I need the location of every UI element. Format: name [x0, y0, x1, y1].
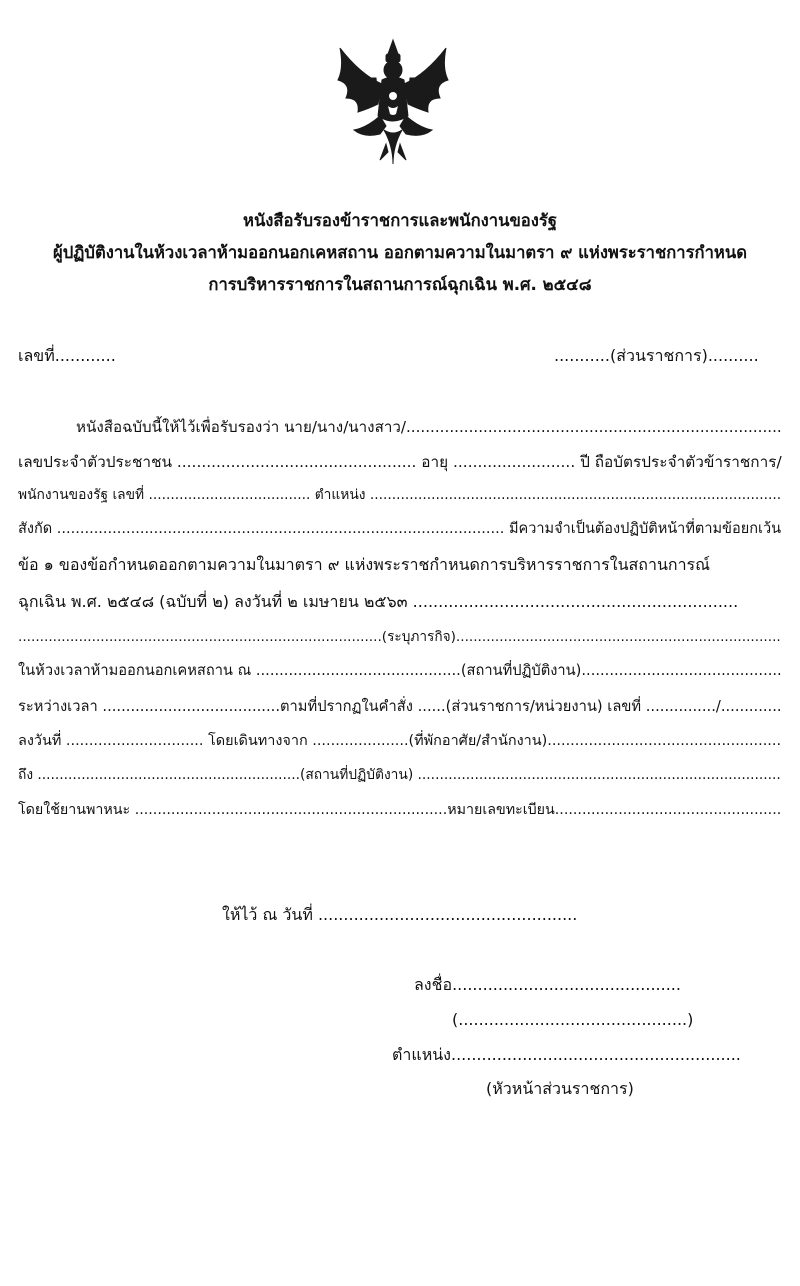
- body-line-3: พนักงานของรัฐ เลขที่ ..................................... ตำแหน่ง ..............................................................................................: [18, 487, 782, 503]
- body-line-9: ระหว่างเวลา ......................................ตามที่ปรากฏในคำสั่ง ......(ส่วนราชการ/หน่วยงาน) เลขที่ .............../.............: [18, 698, 782, 715]
- body-line-10: ลงวันที่ .............................. โดยเดินทางจาก .....................(ที่พักอาศัย/สำนักงาน)...................................................: [18, 733, 782, 749]
- body-line-4: สังกัด ................................................................................................. มีความจำเป็นต้องปฏิบัติหน้าที่ตามข้อยกเว้น: [18, 521, 782, 537]
- garuda-emblem-icon: [330, 34, 456, 170]
- body-line-2: เลขประจำตัวประชาชน ................................................. อายุ ......................... ปี ถือบัตรประจำตัวข้าราชการ/: [18, 453, 782, 471]
- body-line-1: หนังสือฉบับนี้ให้ไว้เพื่อรับรองว่า นาย/นาง/นางสาว/..............................................................................: [76, 418, 782, 436]
- body-line-11: ถึง ............................................................(สถานที่ปฏิบัติงาน) ...................................................................................: [18, 767, 781, 783]
- issue-date-line: ให้ไว้ ณ วันที่ ...................................................: [222, 905, 578, 924]
- position-line: ตำแหน่ง.........................................................: [392, 1045, 741, 1064]
- body-line-12: โดยใช้ยานพาหนะ .....................................................................หมายเลขทะเบียน..................................................: [18, 802, 782, 818]
- body-line-8: ในห้วงเวลาห้ามออกนอกเคหสถาน ณ ............................................(สถานที่ปฏิบัติงาน)...........................................: [18, 662, 782, 679]
- reference-number: เลขที่............: [18, 346, 116, 365]
- body-line-7: ....................................................................................(ระบุภารกิจ)...........................................................................: [18, 629, 781, 645]
- document-title: หนังสือรับรองข้าราชการและพนักงานของรัฐ: [243, 211, 557, 230]
- body-line-5: ข้อ ๑ ของข้อกำหนดออกตามความในมาตรา ๙ แห่งพระราชกำหนดการบริหารราชการในสถานการณ์: [18, 555, 710, 574]
- body-line-6: ฉุกเฉิน พ.ศ. ๒๕๔๘ (ฉบับที่ ๒) ลงวันที่ ๒ เมษายน ๒๕๖๓ ................................................................: [18, 592, 739, 611]
- document-subtitle-line-1: ผู้ปฏิบัติงานในห้วงเวลาห้ามออกนอกเคหสถาน ออกตามความในมาตรา ๙ แห่งพระราชการกำหนด: [52, 243, 748, 262]
- signature-line: ลงชื่อ.............................................: [414, 975, 681, 994]
- head-of-agency-label: (หัวหน้าส่วนราชการ): [486, 1079, 634, 1098]
- signatory-name-line: (.............................................): [452, 1010, 694, 1029]
- agency-field: ...........(ส่วนราชการ)..........: [554, 346, 759, 365]
- document-subtitle-line-2: การบริหารราชการในสถานการณ์ฉุกเฉิน พ.ศ. ๒๕๔๘: [208, 275, 592, 294]
